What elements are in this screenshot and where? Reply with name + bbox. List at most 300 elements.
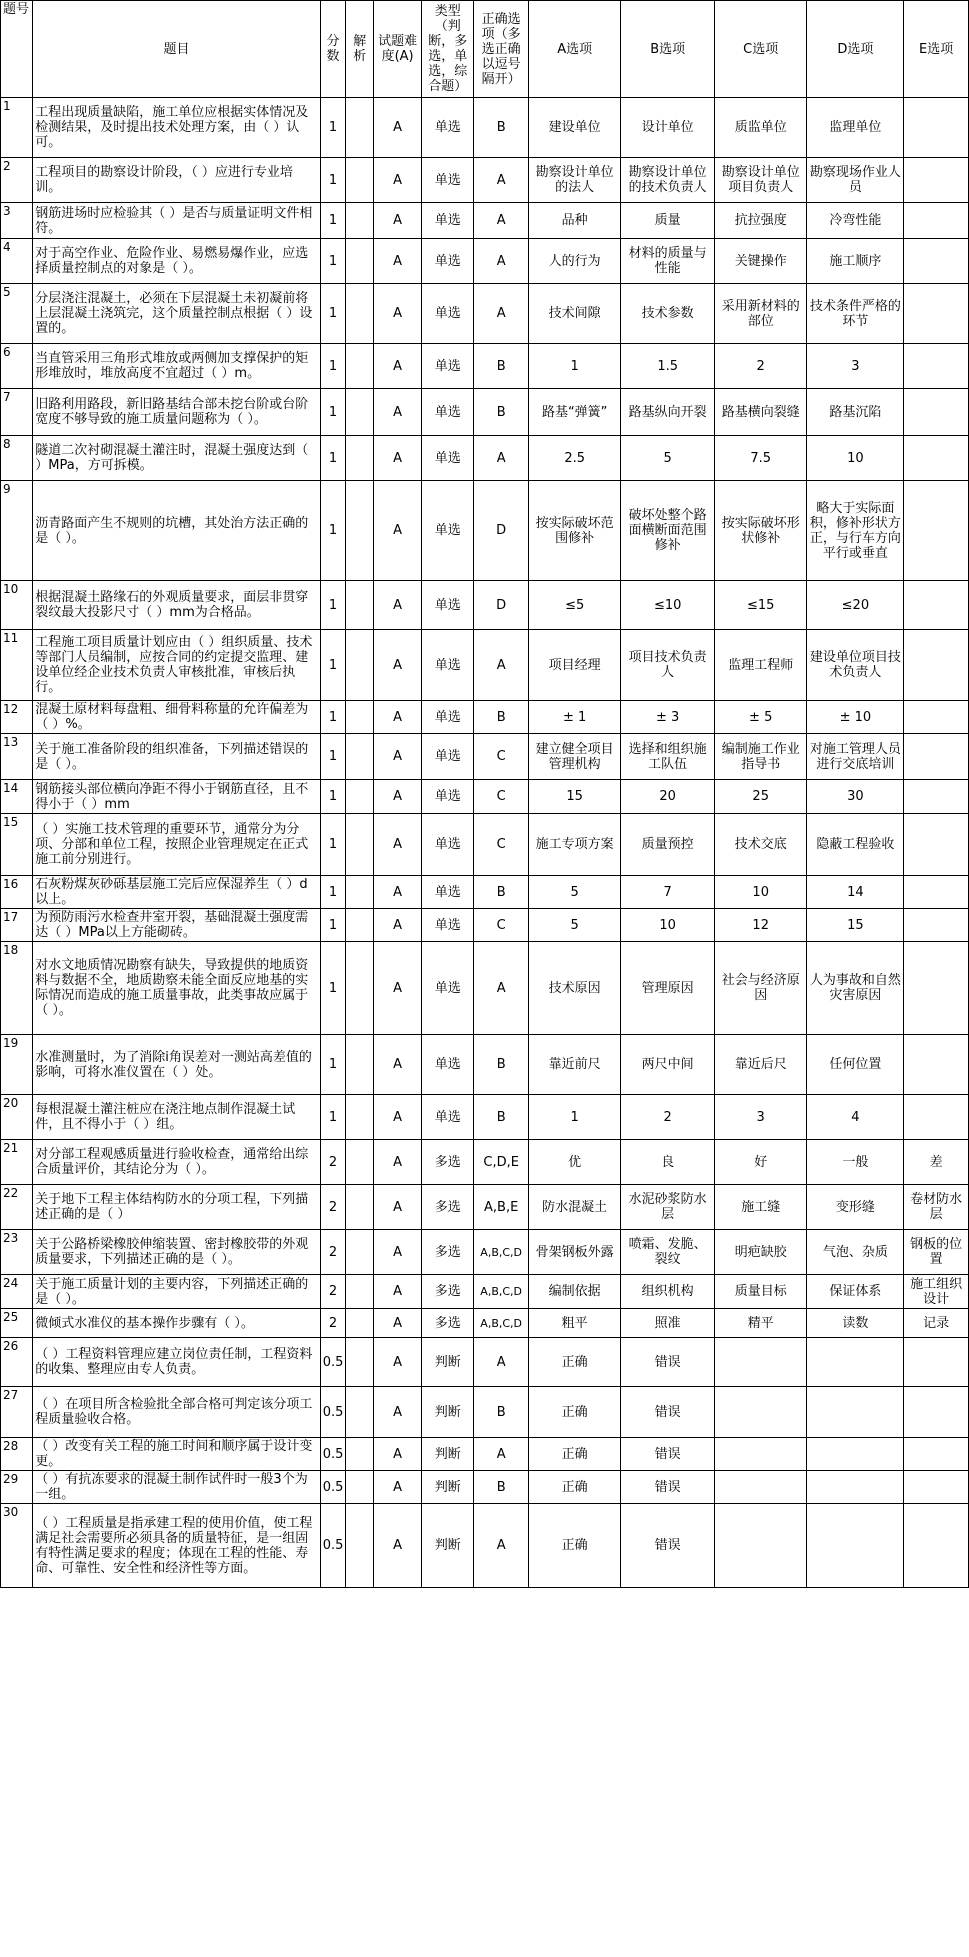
question-number: 29 xyxy=(1,1471,33,1504)
option-c: 编制施工作业指导书 xyxy=(714,734,806,780)
option-b: 错误 xyxy=(621,1438,715,1471)
difficulty: A xyxy=(374,389,422,436)
score: 0.5 xyxy=(320,1438,346,1471)
option-a: 正确 xyxy=(528,1471,620,1504)
option-d xyxy=(807,1504,904,1588)
header-cell: 解析 xyxy=(346,1,374,98)
difficulty: A xyxy=(374,1504,422,1588)
difficulty: A xyxy=(374,876,422,909)
score: 0.5 xyxy=(320,1338,346,1387)
correct-answer: A xyxy=(474,630,529,701)
option-b: 错误 xyxy=(621,1338,715,1387)
difficulty: A xyxy=(374,481,422,581)
question-text: 工程项目的勘察设计阶段，（ ）应进行专业培训。 xyxy=(33,158,320,203)
option-a: 路基“弹簧” xyxy=(528,389,620,436)
correct-answer: B xyxy=(474,1095,529,1140)
table-row xyxy=(1,284,969,344)
option-a: ≤5 xyxy=(528,581,620,630)
question-text: 微倾式水准仪的基本操作步骤有（ ）。 xyxy=(33,1309,320,1338)
difficulty: A xyxy=(374,1185,422,1230)
correct-answer: A,B,C,D xyxy=(474,1309,529,1338)
option-a: 按实际破坏范围修补 xyxy=(528,481,620,581)
option-c xyxy=(714,1338,806,1387)
question-text: 钢筋进场时应检验其（ ）是否与质量证明文件相符。 xyxy=(33,203,320,239)
question-type: 单选 xyxy=(422,909,474,942)
option-c: 勘察设计单位项目负责人 xyxy=(714,158,806,203)
table-header xyxy=(1,1,969,98)
question-text: 根据混凝土路缘石的外观质量要求，面层非贯穿裂纹最大投影尺寸（ ）mm为合格品。 xyxy=(33,581,320,630)
score: 1 xyxy=(320,389,346,436)
difficulty: A xyxy=(374,1140,422,1185)
option-c: 施工缝 xyxy=(714,1185,806,1230)
option-b: 选择和组织施工队伍 xyxy=(621,734,715,780)
analysis xyxy=(346,942,374,1035)
question-type: 单选 xyxy=(422,780,474,814)
option-d xyxy=(807,1338,904,1387)
table-row xyxy=(1,1504,969,1588)
question-number: 23 xyxy=(1,1230,33,1275)
question-number: 6 xyxy=(1,344,33,389)
option-d: 10 xyxy=(807,436,904,481)
table-body xyxy=(1,98,969,1588)
analysis xyxy=(346,1035,374,1095)
option-d: 隐蔽工程验收 xyxy=(807,814,904,876)
question-type: 判断 xyxy=(422,1438,474,1471)
analysis xyxy=(346,1438,374,1471)
option-b: 材料的质量与性能 xyxy=(621,239,715,284)
score: 1 xyxy=(320,158,346,203)
header-cell: 类型（判断，多选，单选，综合题） xyxy=(422,1,474,98)
option-a: 技术原因 xyxy=(528,942,620,1035)
option-b: 5 xyxy=(621,436,715,481)
table-row xyxy=(1,1095,969,1140)
score: 0.5 xyxy=(320,1387,346,1438)
question-number: 30 xyxy=(1,1504,33,1588)
table-row xyxy=(1,1035,969,1095)
option-c: 按实际破坏形状修补 xyxy=(714,481,806,581)
option-b: ≤10 xyxy=(621,581,715,630)
difficulty: A xyxy=(374,1471,422,1504)
option-d: 建设单位项目技术负责人 xyxy=(807,630,904,701)
score: 1 xyxy=(320,734,346,780)
option-c: 25 xyxy=(714,780,806,814)
question-text: 对于高空作业、危险作业、易燃易爆作业，应选择质量控制点的对象是（ ）。 xyxy=(33,239,320,284)
question-text: 关于施工准备阶段的组织准备，下列描述错误的是（ ）。 xyxy=(33,734,320,780)
option-c: 靠近后尺 xyxy=(714,1035,806,1095)
analysis xyxy=(346,1504,374,1588)
analysis xyxy=(346,158,374,203)
option-e xyxy=(904,734,969,780)
option-a: 技术间隙 xyxy=(528,284,620,344)
option-c: 12 xyxy=(714,909,806,942)
option-d: 监理单位 xyxy=(807,98,904,158)
score: 1 xyxy=(320,1095,346,1140)
option-e xyxy=(904,581,969,630)
question-type: 单选 xyxy=(422,239,474,284)
option-c: 监理工程师 xyxy=(714,630,806,701)
table-row xyxy=(1,98,969,158)
header-cell: B选项 xyxy=(621,1,715,98)
difficulty: A xyxy=(374,1230,422,1275)
analysis xyxy=(346,1185,374,1230)
difficulty: A xyxy=(374,98,422,158)
option-a: 建立健全项目管理机构 xyxy=(528,734,620,780)
question-text: 分层浇注混凝土，必须在下层混凝土未初凝前将上层混凝土浇筑完，这个质量控制点根据（ ）设置的。 xyxy=(33,284,320,344)
option-a: 粗平 xyxy=(528,1309,620,1338)
option-e: 钢板的位置 xyxy=(904,1230,969,1275)
correct-answer: B xyxy=(474,389,529,436)
option-e xyxy=(904,942,969,1035)
analysis xyxy=(346,876,374,909)
header-cell: C选项 xyxy=(714,1,806,98)
question-number: 21 xyxy=(1,1140,33,1185)
option-d: 气泡、杂质 xyxy=(807,1230,904,1275)
difficulty: A xyxy=(374,1387,422,1438)
analysis xyxy=(346,284,374,344)
question-text: 关于施工质量计划的主要内容，下列描述正确的是（ ）。 xyxy=(33,1275,320,1309)
option-c: 社会与经济原因 xyxy=(714,942,806,1035)
analysis xyxy=(346,814,374,876)
table-row xyxy=(1,1230,969,1275)
option-b: 1.5 xyxy=(621,344,715,389)
correct-answer: A xyxy=(474,1338,529,1387)
option-d: 15 xyxy=(807,909,904,942)
option-e xyxy=(904,909,969,942)
option-d: 任何位置 xyxy=(807,1035,904,1095)
option-a: 施工专项方案 xyxy=(528,814,620,876)
option-a: 建设单位 xyxy=(528,98,620,158)
option-e xyxy=(904,344,969,389)
option-e xyxy=(904,481,969,581)
table-row xyxy=(1,876,969,909)
option-d: 对施工管理人员进行交底培训 xyxy=(807,734,904,780)
analysis xyxy=(346,344,374,389)
correct-answer: C,D,E xyxy=(474,1140,529,1185)
option-a: 项目经理 xyxy=(528,630,620,701)
correct-answer: A xyxy=(474,1504,529,1588)
score: 1 xyxy=(320,942,346,1035)
option-e xyxy=(904,203,969,239)
analysis xyxy=(346,481,374,581)
option-b: 组织机构 xyxy=(621,1275,715,1309)
header-cell: 题目 xyxy=(33,1,320,98)
question-type: 单选 xyxy=(422,734,474,780)
correct-answer: C xyxy=(474,780,529,814)
analysis xyxy=(346,1095,374,1140)
option-d: ≤20 xyxy=(807,581,904,630)
option-d: 施工顺序 xyxy=(807,239,904,284)
option-d: 路基沉陷 xyxy=(807,389,904,436)
score: 2 xyxy=(320,1309,346,1338)
analysis xyxy=(346,1275,374,1309)
score: 1 xyxy=(320,1035,346,1095)
option-e xyxy=(904,1438,969,1471)
question-text: 钢筋接头部位横向净距不得小于钢筋直径，且不得小于（ ）mm xyxy=(33,780,320,814)
table-row xyxy=(1,1338,969,1387)
correct-answer: B xyxy=(474,701,529,734)
correct-answer: A xyxy=(474,942,529,1035)
table-row xyxy=(1,701,969,734)
question-number: 14 xyxy=(1,780,33,814)
option-c xyxy=(714,1438,806,1471)
option-a: 品种 xyxy=(528,203,620,239)
table-row xyxy=(1,344,969,389)
analysis xyxy=(346,909,374,942)
question-type: 单选 xyxy=(422,284,474,344)
option-e: 记录 xyxy=(904,1309,969,1338)
option-e xyxy=(904,98,969,158)
question-text: 为预防雨污水检查井室开裂，基础混凝土强度需达（ ）MPa以上方能砌砖。 xyxy=(33,909,320,942)
correct-answer: B xyxy=(474,876,529,909)
option-c: 质量目标 xyxy=(714,1275,806,1309)
question-number: 3 xyxy=(1,203,33,239)
option-d: 3 xyxy=(807,344,904,389)
option-b: 错误 xyxy=(621,1387,715,1438)
question-text: 关于公路桥梁橡胶伸缩装置、密封橡胶带的外观质量要求，下列描述正确的是（ ）。 xyxy=(33,1230,320,1275)
option-d xyxy=(807,1471,904,1504)
difficulty: A xyxy=(374,203,422,239)
option-d: 一般 xyxy=(807,1140,904,1185)
option-a: 优 xyxy=(528,1140,620,1185)
option-c: 2 xyxy=(714,344,806,389)
header-cell: 正确选项（多选正确以逗号隔开） xyxy=(474,1,529,98)
difficulty: A xyxy=(374,1309,422,1338)
option-e xyxy=(904,1035,969,1095)
score: 1 xyxy=(320,436,346,481)
question-type: 判断 xyxy=(422,1471,474,1504)
table-row xyxy=(1,942,969,1035)
table-row xyxy=(1,1438,969,1471)
difficulty: A xyxy=(374,1338,422,1387)
question-type: 多选 xyxy=(422,1230,474,1275)
score: 0.5 xyxy=(320,1471,346,1504)
question-type: 单选 xyxy=(422,158,474,203)
question-number: 22 xyxy=(1,1185,33,1230)
correct-answer: B xyxy=(474,1471,529,1504)
correct-answer: C xyxy=(474,814,529,876)
option-b: 破坏处整个路面横断面范围修补 xyxy=(621,481,715,581)
question-text: （ ）实施工技术管理的重要环节，通常分为分项、分部和单位工程，按照企业管理规定在正式施工前分别进行。 xyxy=(33,814,320,876)
option-a: 骨架钢板外露 xyxy=(528,1230,620,1275)
analysis xyxy=(346,98,374,158)
option-e: 差 xyxy=(904,1140,969,1185)
option-d xyxy=(807,1387,904,1438)
option-d: 保证体系 xyxy=(807,1275,904,1309)
question-text: 旧路利用路段，新旧路基结合部未挖台阶或台阶宽度不够导致的施工质量问题称为（ ）。 xyxy=(33,389,320,436)
option-b: 管理原因 xyxy=(621,942,715,1035)
option-b: 勘察设计单位的技术负责人 xyxy=(621,158,715,203)
question-text: 关于地下工程主体结构防水的分项工程，下列描述正确的是（ ） xyxy=(33,1185,320,1230)
option-a: 1 xyxy=(528,344,620,389)
question-type: 单选 xyxy=(422,203,474,239)
option-d: 30 xyxy=(807,780,904,814)
table-row xyxy=(1,780,969,814)
question-text: 每根混凝土灌注桩应在浇注地点制作混凝土试件，且不得小于（ ）组。 xyxy=(33,1095,320,1140)
table-row xyxy=(1,203,969,239)
analysis xyxy=(346,1230,374,1275)
question-type: 单选 xyxy=(422,630,474,701)
question-type: 多选 xyxy=(422,1275,474,1309)
option-c xyxy=(714,1504,806,1588)
correct-answer: A,B,C,D xyxy=(474,1275,529,1309)
question-number: 19 xyxy=(1,1035,33,1095)
option-b: 技术参数 xyxy=(621,284,715,344)
option-c xyxy=(714,1387,806,1438)
difficulty: A xyxy=(374,1438,422,1471)
question-text: 工程施工项目质量计划应由（ ）组织质量、技术等部门人员编制，应按合同的约定提交监理、建设单位经企业技术负责人审核批准，审核后执行。 xyxy=(33,630,320,701)
score: 1 xyxy=(320,98,346,158)
score: 1 xyxy=(320,344,346,389)
question-text: 隧道二次衬砌混凝土灌注时，混凝土强度达到（ ）MPa，方可拆模。 xyxy=(33,436,320,481)
question-text: （ ）在项目所含检验批全部合格可判定该分项工程质量验收合格。 xyxy=(33,1387,320,1438)
score: 1 xyxy=(320,481,346,581)
option-c: 精平 xyxy=(714,1309,806,1338)
option-b: 7 xyxy=(621,876,715,909)
option-a: 防水混凝土 xyxy=(528,1185,620,1230)
option-e xyxy=(904,1504,969,1588)
table-row xyxy=(1,581,969,630)
option-b: 10 xyxy=(621,909,715,942)
analysis xyxy=(346,436,374,481)
analysis xyxy=(346,1471,374,1504)
header-cell: 题号 xyxy=(1,1,33,98)
option-c: 10 xyxy=(714,876,806,909)
difficulty: A xyxy=(374,436,422,481)
correct-answer: A xyxy=(474,1438,529,1471)
score: 2 xyxy=(320,1230,346,1275)
correct-answer: A,B,C,D xyxy=(474,1230,529,1275)
table-row xyxy=(1,734,969,780)
option-d: 略大于实际面积，修补形状方正，与行车方向平行或垂直 xyxy=(807,481,904,581)
table-row xyxy=(1,1309,969,1338)
option-a: 正确 xyxy=(528,1387,620,1438)
difficulty: A xyxy=(374,581,422,630)
option-e xyxy=(904,1338,969,1387)
option-d: 技术条件严格的环节 xyxy=(807,284,904,344)
question-text: 工程出现质量缺陷，施工单位应根据实体情况及检测结果，及时提出技术处理方案，由（ ）认可。 xyxy=(33,98,320,158)
difficulty: A xyxy=(374,942,422,1035)
question-text: 水准测量时，为了消除i角误差对一测站高差值的影响，可将水准仪置在（ ）处。 xyxy=(33,1035,320,1095)
question-number: 28 xyxy=(1,1438,33,1471)
difficulty: A xyxy=(374,1035,422,1095)
header-cell: 试题难度(A) xyxy=(374,1,422,98)
option-c: ± 5 xyxy=(714,701,806,734)
question-number: 5 xyxy=(1,284,33,344)
difficulty: A xyxy=(374,1095,422,1140)
question-number: 13 xyxy=(1,734,33,780)
option-a: 2.5 xyxy=(528,436,620,481)
difficulty: A xyxy=(374,1275,422,1309)
question-number: 26 xyxy=(1,1338,33,1387)
option-e xyxy=(904,630,969,701)
correct-answer: A,B,E xyxy=(474,1185,529,1230)
correct-answer: A xyxy=(474,436,529,481)
correct-answer: A xyxy=(474,203,529,239)
analysis xyxy=(346,780,374,814)
question-number: 15 xyxy=(1,814,33,876)
option-d: 人为事故和自然灾害原因 xyxy=(807,942,904,1035)
question-text: 沥青路面产生不规则的坑槽，其处治方法正确的是（ ）。 xyxy=(33,481,320,581)
option-d: 4 xyxy=(807,1095,904,1140)
question-number: 24 xyxy=(1,1275,33,1309)
option-e xyxy=(904,389,969,436)
question-type: 判断 xyxy=(422,1504,474,1588)
analysis xyxy=(346,1309,374,1338)
analysis xyxy=(346,1387,374,1438)
option-d: 勘察现场作业人员 xyxy=(807,158,904,203)
option-b: 水泥砂浆防水层 xyxy=(621,1185,715,1230)
option-b: 照准 xyxy=(621,1309,715,1338)
option-c: 路基横向裂缝 xyxy=(714,389,806,436)
table-row xyxy=(1,1140,969,1185)
question-text: 对分部工程观感质量进行验收检查，通常给出综合质量评价，其结论分为（ ）。 xyxy=(33,1140,320,1185)
correct-answer: A xyxy=(474,284,529,344)
question-number: 4 xyxy=(1,239,33,284)
correct-answer: C xyxy=(474,909,529,942)
option-a: 靠近前尺 xyxy=(528,1035,620,1095)
option-c: 质监单位 xyxy=(714,98,806,158)
question-number: 11 xyxy=(1,630,33,701)
analysis xyxy=(346,389,374,436)
option-a: 人的行为 xyxy=(528,239,620,284)
option-c: ≤15 xyxy=(714,581,806,630)
option-c: 关键操作 xyxy=(714,239,806,284)
difficulty: A xyxy=(374,780,422,814)
score: 1 xyxy=(320,814,346,876)
table-row xyxy=(1,909,969,942)
score: 0.5 xyxy=(320,1504,346,1588)
option-b: ± 3 xyxy=(621,701,715,734)
option-b: 两尺中间 xyxy=(621,1035,715,1095)
table-row xyxy=(1,436,969,481)
table-row xyxy=(1,158,969,203)
option-a: 正确 xyxy=(528,1504,620,1588)
question-number: 8 xyxy=(1,436,33,481)
option-e xyxy=(904,239,969,284)
question-type: 判断 xyxy=(422,1338,474,1387)
header-cell: D选项 xyxy=(807,1,904,98)
option-e xyxy=(904,436,969,481)
option-c: 技术交底 xyxy=(714,814,806,876)
analysis xyxy=(346,734,374,780)
question-number: 2 xyxy=(1,158,33,203)
question-type: 多选 xyxy=(422,1185,474,1230)
correct-answer: B xyxy=(474,344,529,389)
header-cell: E选项 xyxy=(904,1,969,98)
correct-answer: A xyxy=(474,239,529,284)
question-type: 单选 xyxy=(422,98,474,158)
question-type: 单选 xyxy=(422,344,474,389)
table-row xyxy=(1,1471,969,1504)
question-number: 16 xyxy=(1,876,33,909)
score: 1 xyxy=(320,239,346,284)
analysis xyxy=(346,701,374,734)
difficulty: A xyxy=(374,284,422,344)
question-number: 17 xyxy=(1,909,33,942)
score: 1 xyxy=(320,203,346,239)
score: 2 xyxy=(320,1140,346,1185)
question-type: 单选 xyxy=(422,389,474,436)
question-type: 单选 xyxy=(422,942,474,1035)
correct-answer: D xyxy=(474,581,529,630)
question-text: 石灰粉煤灰砂砾基层施工完后应保湿养生（ ）d以上。 xyxy=(33,876,320,909)
option-b: 喷霜、发脆、裂纹 xyxy=(621,1230,715,1275)
difficulty: A xyxy=(374,239,422,284)
option-c: 抗拉强度 xyxy=(714,203,806,239)
score: 1 xyxy=(320,581,346,630)
score: 1 xyxy=(320,701,346,734)
table-row xyxy=(1,481,969,581)
